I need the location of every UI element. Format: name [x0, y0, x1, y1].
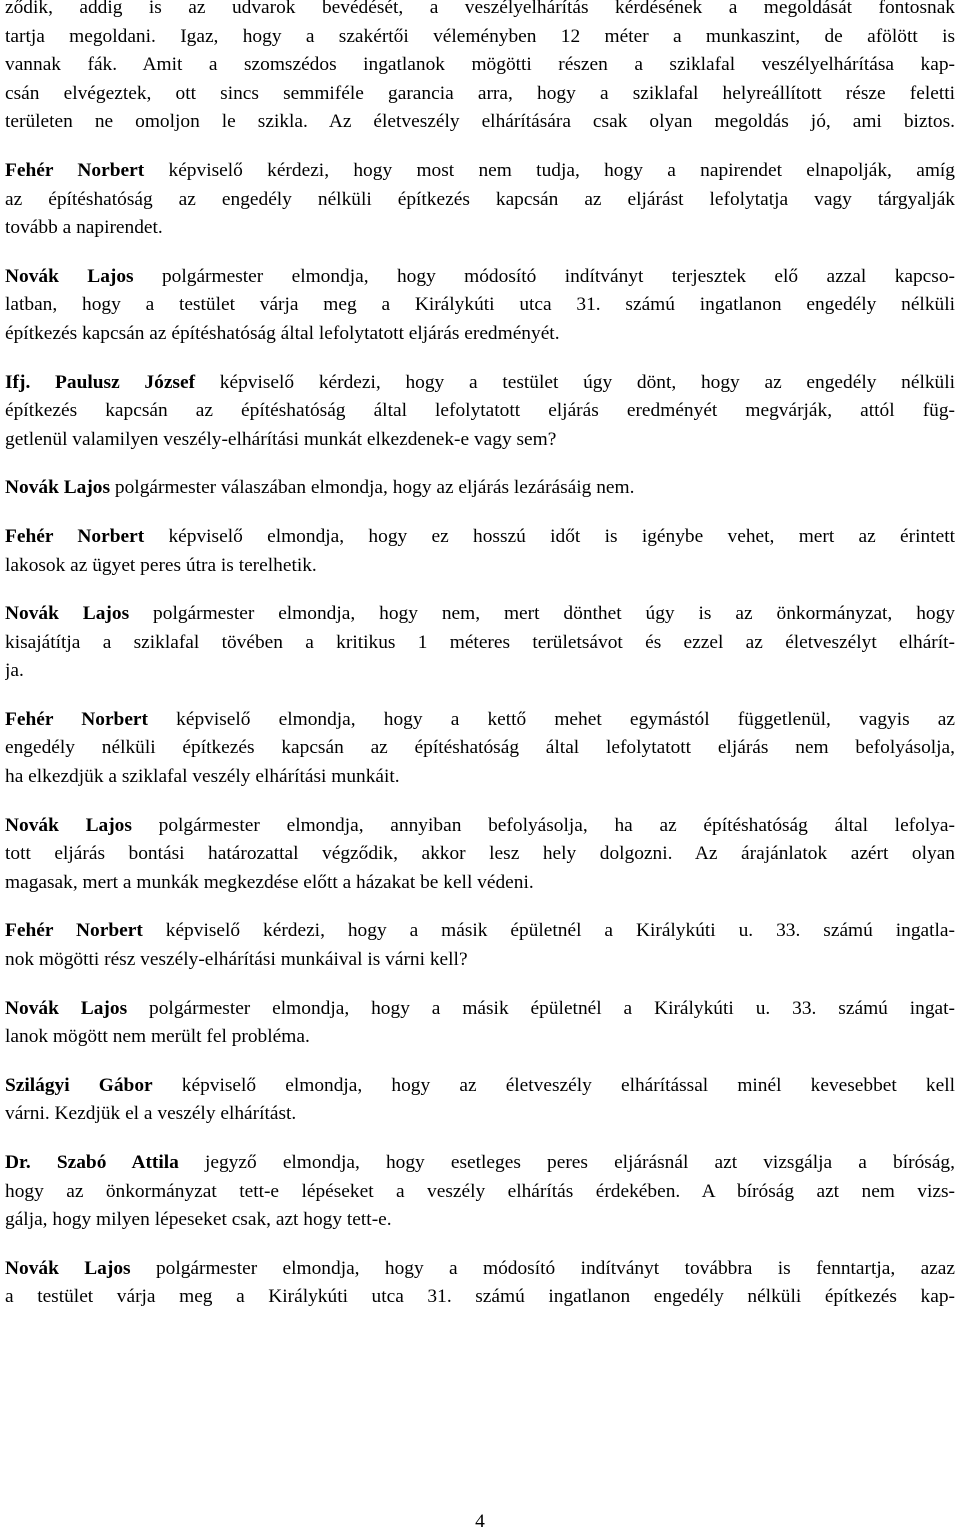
- text-line: tartja megoldani. Igaz, hogy a szakértői véleményben 12 méter a munkaszint, de afölött is: [5, 25, 955, 47]
- page-number: 4: [475, 1511, 485, 1532]
- document-page: [5, 0, 955, 1332]
- text-line: lanok mögött nem merült fel probléma.: [5, 1026, 310, 1048]
- text-line: építkezés kapcsán az építéshatóság által lefolytatott eljárás eredményét.: [5, 322, 560, 344]
- line-text: képviselő kérdezi, hogy a testület úgy dönt, hogy az engedély nélküli: [195, 371, 955, 393]
- speaker-name: Szilágyi Gábor: [5, 1074, 153, 1096]
- line-text: polgármester elmondja, hogy a másik épületnél a Királykúti u. 33. számú ingat-: [127, 997, 955, 1019]
- paragraph-6: [5, 523, 955, 580]
- text-line: [5, 812, 955, 841]
- text-line: [5, 157, 955, 186]
- text-line: csán elvégeztek, ott sincs semmiféle garancia arra, hogy a sziklafal helyreállított része feletti: [5, 82, 955, 104]
- line-text: polgármester válaszában elmondja, hogy az eljárás lezárásáig nem.: [110, 477, 635, 499]
- paragraph-3: [5, 263, 955, 349]
- text-line: [5, 917, 955, 946]
- text-line: hogy az önkormányzat tett-e lépéseket a veszély elhárítás érdekében. A bíróság azt nem vizs-: [5, 1180, 955, 1202]
- speaker-name: Fehér Norbert: [5, 708, 149, 730]
- speaker-name: Novák Lajos: [5, 265, 134, 287]
- line-text: képviselő elmondja, hogy az életveszély elhárítással minél kevesebbet kell: [152, 1074, 955, 1096]
- text-line: [5, 474, 955, 503]
- text-line: vannak fák. Amit a szomszédos ingatlanok mögötti részen a sziklafal veszélyelhárítása kap-: [5, 54, 955, 76]
- speaker-name: Novák Lajos: [5, 603, 130, 625]
- paragraph-12: [5, 1072, 955, 1129]
- speaker-name: Ifj. Paulusz József: [5, 371, 196, 393]
- paragraph-1: [5, 0, 955, 137]
- paragraph-13: [5, 1149, 955, 1235]
- paragraph-10: [5, 917, 955, 974]
- text-line: [5, 1255, 955, 1284]
- text-line: engedély nélküli építkezés kapcsán az építéshatóság által lefolytatott eljárás nem befolyásolja,: [5, 737, 955, 759]
- paragraph-14: [5, 1255, 955, 1312]
- line-text: polgármester elmondja, annyiban befolyásolja, ha az építéshatóság által lefolya-: [131, 814, 955, 836]
- text-line: várni. Kezdjük el a veszély elhárítást.: [5, 1103, 297, 1125]
- text-line: építkezés kapcsán az építéshatóság által lefolytatott eljárás eredményét megvárják, attól füg-: [5, 400, 955, 422]
- speaker-name: Fehér Norbert: [5, 159, 145, 181]
- text-line: az építéshatóság az engedély nélküli építkezés kapcsán az eljárást lefolytatja vagy tárgyalják: [5, 188, 955, 210]
- text-line: getlenül valamilyen veszély-elhárítási munkát elkezdenek-e vagy sem?: [5, 428, 557, 450]
- text-line: ja.: [5, 660, 24, 682]
- text-line: [5, 706, 955, 735]
- text-line: magasak, mert a munkák megkezdése előtt a házakat be kell védeni.: [5, 871, 534, 893]
- text-line: [5, 369, 955, 398]
- line-text: polgármester elmondja, hogy a módosító indítványt továbbra is fenntartja, azaz: [130, 1257, 955, 1279]
- paragraph-4: [5, 369, 955, 455]
- text-line: ződik, addig is az udvarok bevédését, a veszélyelhárítás kérdésének a megoldását fontosnak: [5, 0, 955, 18]
- text-line: területen ne omoljon le szikla. Az életveszély elhárítására csak olyan megoldás jó, ami biztos.: [5, 111, 955, 133]
- speaker-name: Novák Lajos: [5, 1257, 131, 1279]
- line-text: polgármester elmondja, hogy nem, mert dönthet úgy is az önkormányzat, hogy: [129, 603, 955, 625]
- line-text: képviselő elmondja, hogy a kettő mehet egymástól függetlenül, vagyis az: [148, 708, 955, 730]
- paragraph-5: [5, 474, 955, 503]
- speaker-name: Dr. Szabó Attila: [5, 1152, 179, 1173]
- text-line: a testület várja meg a Királykúti utca 31. számú ingatlanon engedély nélküli építkezés kap-: [5, 1286, 955, 1308]
- line-text: képviselő elmondja, hogy ez hosszú időt is igénybe vehet, mert az érintett: [144, 525, 955, 547]
- speaker-name: Fehér Norbert: [5, 525, 145, 547]
- text-line: gálja, hogy milyen lépeseket csak, azt hogy tett-e.: [5, 1209, 392, 1231]
- line-text: képviselő kérdezi, hogy most nem tudja, hogy a napirendet elnapolják, amíg: [144, 159, 955, 181]
- speaker-name: Novák Lajos: [5, 814, 132, 836]
- text-line: latban, hogy a testület várja meg a Királykúti utca 31. számú ingatlanon engedély nélküli: [5, 294, 955, 316]
- paragraph-7: [5, 600, 955, 686]
- text-line: tott eljárás bontási határozattal végződik, akkor lesz hely dolgozni. Az árajánlatok azért olyan: [5, 843, 955, 865]
- paragraph-11: [5, 995, 955, 1052]
- speaker-name: Fehér Norbert: [5, 920, 143, 942]
- text-line: ha elkezdjük a sziklafal veszély elhárítási munkáit.: [5, 766, 400, 788]
- text-line: [5, 600, 955, 629]
- paragraph-9: [5, 812, 955, 898]
- text-line: [5, 523, 955, 552]
- text-line: [5, 1072, 955, 1101]
- speaker-name: Novák Lajos: [5, 997, 128, 1019]
- text-line: tovább a napirendet.: [5, 217, 163, 239]
- paragraph-8: [5, 706, 955, 792]
- line-text: jegyző elmondja, hogy esetleges peres eljárásnál azt vizsgálja a bíróság,: [178, 1152, 955, 1173]
- speaker-name: Novák Lajos: [5, 477, 111, 499]
- text-line: [5, 263, 955, 292]
- line-text: polgármester elmondja, hogy módosító indítványt terjesztek elő azzal kapcso-: [133, 265, 955, 287]
- paragraph-2: [5, 157, 955, 243]
- text-line: lakosok az ügyet peres útra is terelhetik.: [5, 554, 317, 576]
- text-line: [5, 1149, 955, 1178]
- text-line: kisajátítja a sziklafal tövében a kritikus 1 méteres területsávot és ezzel az életveszélyt elhárít-: [5, 631, 955, 653]
- text-line: [5, 995, 955, 1024]
- line-text: képviselő kérdezi, hogy a másik épületnél a Királykúti u. 33. számú ingatla-: [142, 920, 955, 942]
- text-line: nok mögötti rész veszély-elhárítási munkáival is várni kell?: [5, 949, 468, 971]
